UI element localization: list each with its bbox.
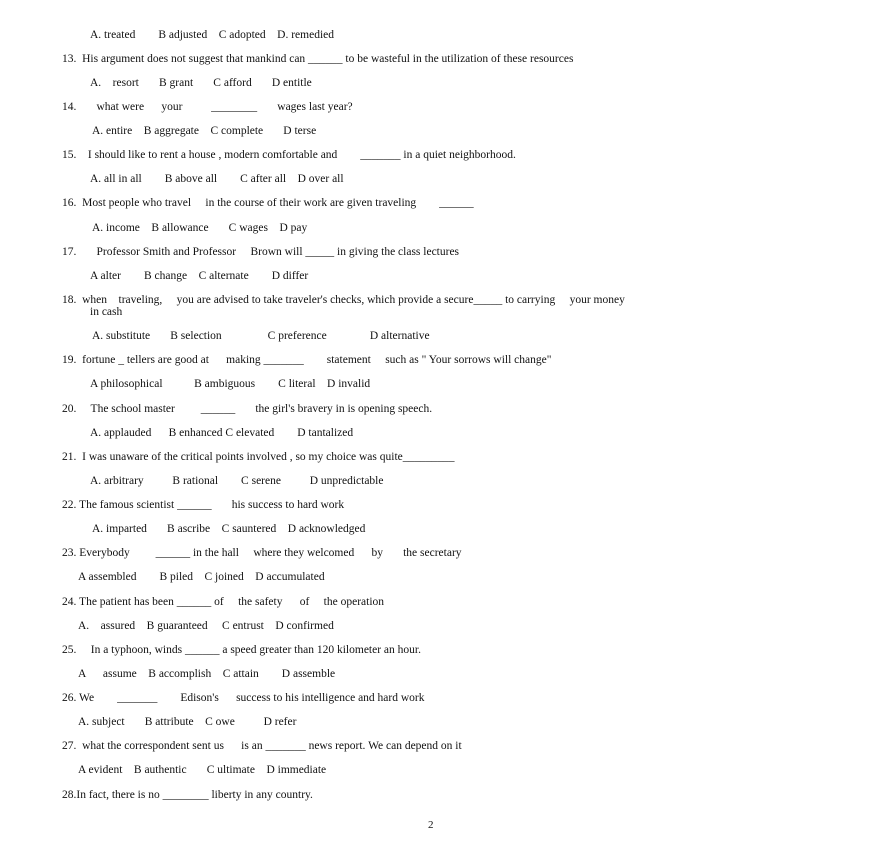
- question-14: 14. what were your ________ wages last year?: [62, 101, 353, 113]
- question-19: 19. fortune _ tellers are good at making _______ statement such as " Your sorrows will change": [62, 354, 552, 366]
- option-line-17: A alter B change C alternate D differ: [90, 270, 309, 282]
- option-line-26: A. subject B attribute C owe D refer: [78, 716, 297, 728]
- option-line-20: A. applauded B enhanced C elevated D tantalized: [90, 427, 354, 439]
- question-26: 26. We _______ Edison's success to his intelligence and hard work: [62, 692, 425, 704]
- option-line-14: A. entire B aggregate C complete D terse: [92, 125, 317, 137]
- question-20: 20. The school master ______ the girl's bravery in is opening speech.: [62, 403, 433, 415]
- option-line-23: A assembled B piled C joined D accumulated: [78, 571, 325, 583]
- question-23: 23. Everybody ______ in the hall where they welcomed by the secretary: [62, 547, 462, 559]
- option-line-22: A. imparted B ascribe C sauntered D acknowledged: [92, 523, 366, 535]
- option-line-24: A. assured B guaranteed C entrust D confirmed: [78, 620, 334, 632]
- option-line-25: A assume B accomplish C attain D assemble: [78, 668, 336, 680]
- question-17: 17. Professor Smith and Professor Brown will _____ in giving the class lectures: [62, 246, 460, 258]
- question-21: 21. I was unaware of the critical points involved , so my choice was quite_________: [62, 451, 455, 463]
- question-13: 13. His argument does not suggest that mankind can ______ to be wasteful in the utilization of these resources: [62, 53, 574, 65]
- question-16: 16. Most people who travel in the course of their work are given traveling ______: [62, 197, 474, 209]
- question-18: 18. when traveling, you are advised to take traveler's checks, which provide a secure_____ to carrying your money: [62, 294, 625, 306]
- option-line-16: A. income B allowance C wages D pay: [92, 222, 308, 234]
- question-18-continued: in cash: [90, 306, 123, 318]
- question-15: 15. I should like to rent a house , modern comfortable and _______ in a quiet neighborhood.: [62, 149, 516, 161]
- option-line-13: A. resort B grant C afford D entitle: [90, 77, 312, 89]
- page-number: 2: [428, 819, 434, 831]
- question-24: 24. The patient has been ______ of the safety of the operation: [62, 596, 385, 608]
- option-line-27: A evident B authentic C ultimate D immediate: [78, 764, 327, 776]
- option-line-12: A. treated B adjusted C adopted D. remedied: [90, 29, 334, 41]
- question-27: 27. what the correspondent sent us is an _______ news report. We can depend on it: [62, 740, 462, 752]
- question-25: 25. In a typhoon, winds ______ a speed greater than 120 kilometer an hour.: [62, 644, 421, 656]
- option-line-18: A. substitute B selection C preference D alternative: [92, 330, 430, 342]
- option-line-15: A. all in all B above all C after all D over all: [90, 173, 344, 185]
- option-line-21: A. arbitrary B rational C serene D unpredictable: [90, 475, 384, 487]
- question-22: 22. The famous scientist ______ his success to hard work: [62, 499, 345, 511]
- option-line-19: A philosophical B ambiguous C literal D invalid: [90, 378, 371, 390]
- question-28: 28.In fact, there is no ________ liberty in any country.: [62, 789, 313, 801]
